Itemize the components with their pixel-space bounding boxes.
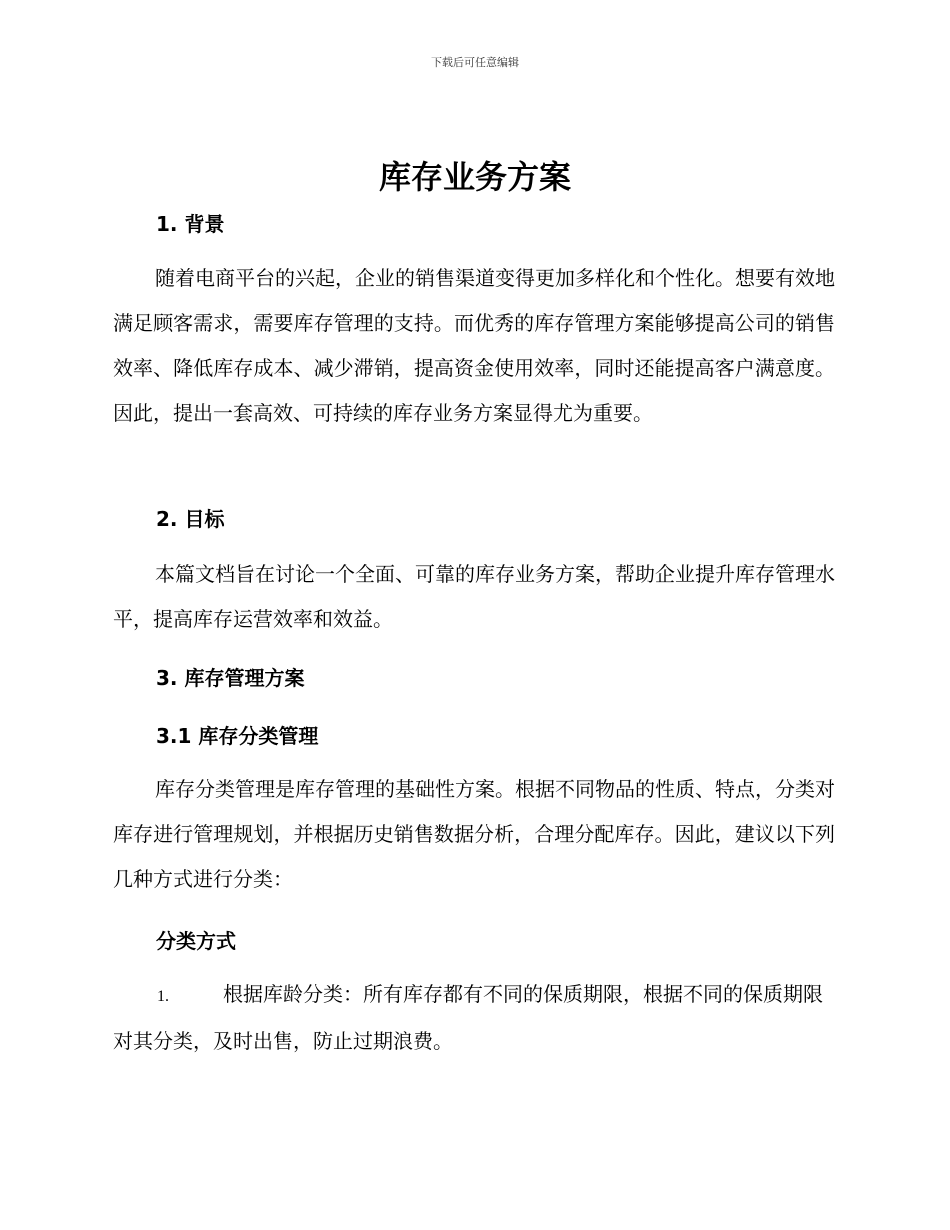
header-note: 下载后可任意编辑 — [431, 56, 519, 69]
section-heading-background: 1. 背景 — [156, 212, 225, 236]
subsection-heading-classification: 3.1 库存分类管理 — [156, 724, 319, 748]
classification-paragraph: 库存分类管理是库存管理的基础性方案。根据不同物品的性质、特点，分类对库存进行管理规划，并根据历史销售数据分析，合理分配库存。因此，建议以下列几种方式进行分类： — [113, 777, 835, 891]
list-item-number: 1. — [157, 988, 169, 1005]
section-heading-goal: 2. 目标 — [156, 507, 225, 531]
document-title: 库存业务方案 — [378, 158, 571, 196]
background-paragraph: 随着电商平台的兴起，企业的销售渠道变得更加多样化和个性化。想要有效地满足顾客需求，需要库存管理的支持。而优秀的库存管理方案能够提高公司的销售效率、降低库存成本、减少滞销，提高资金使用效率，同时还能提高客户满意度。因此，提出一套高效、可持续的库存业务方案显得尤为重要。 — [113, 266, 835, 425]
methods-heading: 分类方式 — [156, 929, 236, 953]
list-item — [113, 972, 835, 1064]
list-item-text: 根据库龄分类：所有库存都有不同的保质期限，根据不同的保质期限对其分类，及时出售，防止过期浪费。 — [113, 982, 823, 1053]
section-heading-plan: 3. 库存管理方案 — [156, 666, 305, 690]
goal-paragraph: 本篇文档旨在讨论一个全面、可靠的库存业务方案，帮助企业提升库存管理水平，提高库存运营效率和效益。 — [113, 562, 835, 631]
